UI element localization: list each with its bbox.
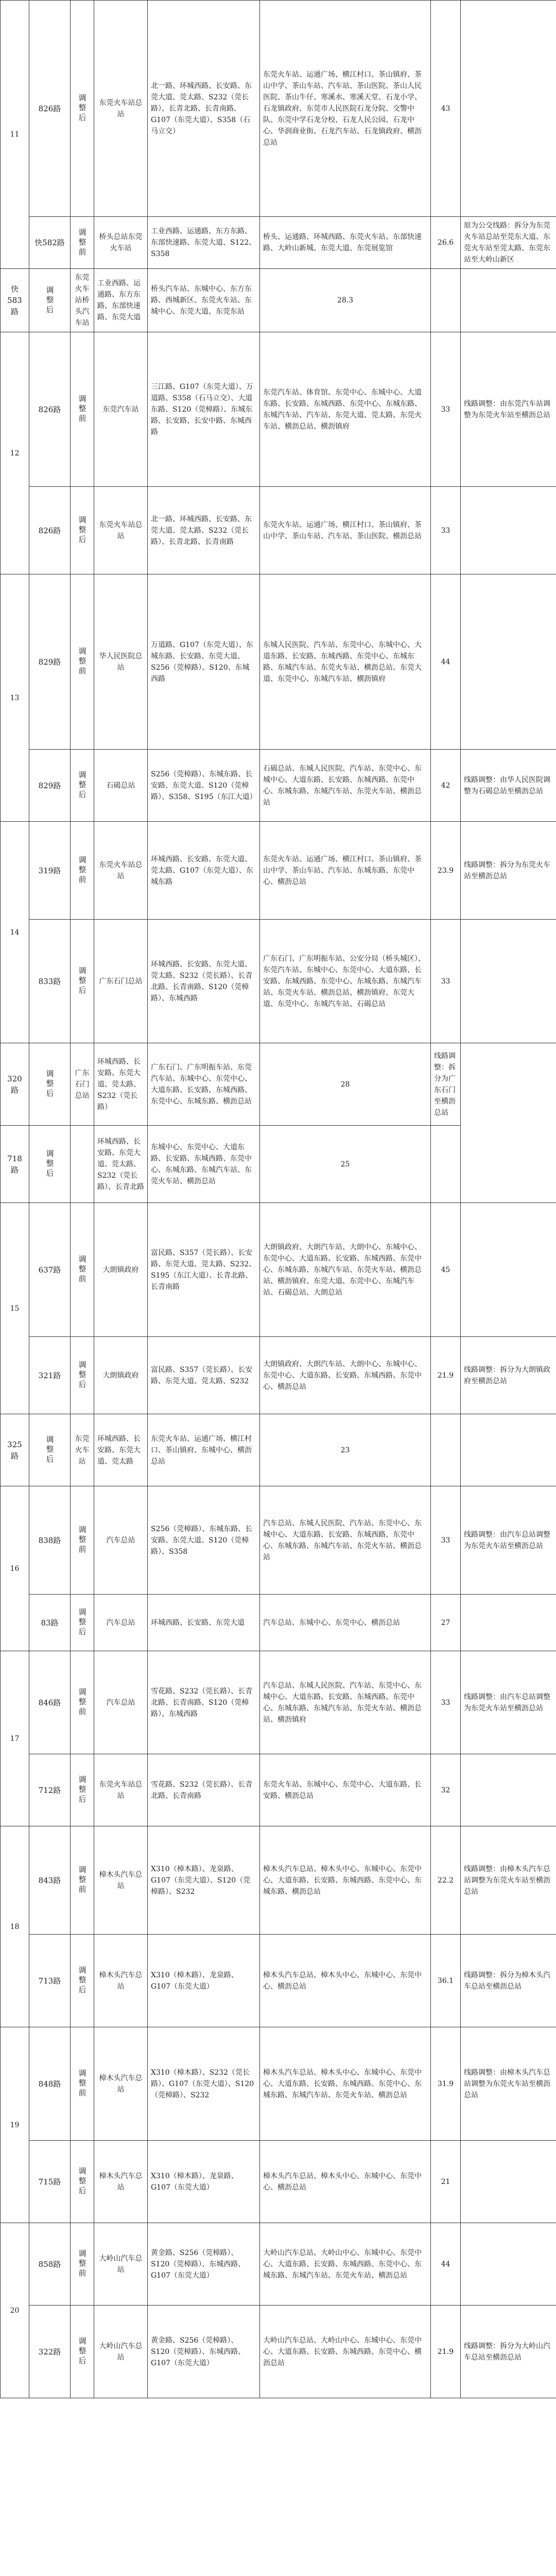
line-number-cell: 829路: [29, 574, 71, 750]
terminal-cell: 华人民医院总站: [94, 574, 148, 750]
route-roads-cell: 雪花路、S232（莞长路）、长青北路、长青南路、S120（莞樟路）、东城西路: [148, 1651, 260, 1754]
terminal-cell: 樟木头汽车总站: [94, 1935, 148, 2027]
adjust-type-cell: 调整前: [71, 822, 94, 920]
row-seq-cell: 15: [1, 1203, 29, 1414]
line-number-cell: 829路: [29, 750, 71, 822]
row-seq-cell: 13: [1, 574, 29, 822]
table-row: [1, 1826, 556, 1935]
stops-cell: 石碣总站、东城人民医院、汽车站、东莞中心、东城中心、大道东路、长安路、东城西路、东莞中心、东城东路、东城汽车站、东莞火车站、横沥总站: [260, 750, 431, 822]
table-body: [1, 1, 556, 2398]
remark-cell: 线路调整：拆分为大岭山汽车总站至横沥总站: [461, 2306, 556, 2398]
length-cell: 44: [431, 574, 461, 750]
terminal-cell: 东莞火车站桥头汽车站: [71, 269, 94, 332]
length-cell: 21.9: [431, 2306, 461, 2398]
table-row: [1, 920, 556, 1043]
table-row: [1, 1337, 556, 1414]
adjust-type-cell: 调整前: [71, 1203, 94, 1337]
terminal-cell: 东莞汽车站: [94, 332, 148, 487]
adjust-type-cell: 调整后: [71, 1595, 94, 1651]
adjust-type-cell: 调整后: [29, 1126, 71, 1203]
table-row: [1, 1, 556, 217]
line-number-cell: 快583路: [1, 269, 29, 332]
remark-cell: [431, 1126, 461, 1203]
line-number-cell: 826路: [29, 1, 71, 217]
adjust-type-cell: 调整后: [29, 1414, 71, 1486]
remark-cell: 线路调整：由樟木头汽车总站调整为东莞火车站至横沥总站: [461, 1826, 556, 1935]
route-roads-cell: 工业西路、运通路、东方东路、东部快速路、东莞大道、S122、S358: [148, 217, 260, 269]
length-cell: 33: [431, 1486, 461, 1595]
adjust-type-cell: 调整后: [71, 1754, 94, 1826]
terminal-cell: 广东石门总站: [71, 1043, 94, 1126]
route-roads-cell: X310（樟木路）、龙泉路、G107（东莞大道）: [148, 2141, 260, 2223]
adjust-type-cell: 调整后: [71, 1337, 94, 1414]
stops-cell: 汽车总站、东城中心、东莞中心、横沥总站: [260, 1595, 431, 1651]
remark-cell: 线路调整：由汽车总站调整为东莞火车站至横沥总站: [461, 1651, 556, 1754]
remark-cell: 线路调整：由樟木头汽车总站调整为东莞火车站至横沥总站: [461, 2027, 556, 2141]
line-number-cell: 826路: [29, 332, 71, 487]
remark-cell: [461, 1, 556, 217]
remark-cell: [431, 1414, 461, 1486]
route-roads-cell: 富民路、S357（莞长路）、长安路、东莞大道、莞太路、S232、S195（东江大道）、长青北路、长青南路: [148, 1203, 260, 1337]
row-seq-cell: 16: [1, 1486, 29, 1651]
terminal-cell: 大朗镇政府: [94, 1203, 148, 1337]
adjust-type-cell: 调整后: [71, 1935, 94, 2027]
terminal-cell: 东莞火车站: [71, 1414, 94, 1486]
stops-cell: 樟木头汽车总站、樟木头中心、东城中心、东莞中心、大道东路、长安路、东城西路、东莞中心、东城东路、横沥总站: [260, 1826, 431, 1935]
length-cell: 21: [431, 2141, 461, 2223]
line-number-cell: 快582路: [29, 217, 71, 269]
terminal-cell: [71, 1126, 94, 1203]
route-roads-cell: 环城西路、长安路、东莞大道、莞太路、S232（莞长路）、长青北路: [94, 1126, 148, 1203]
stops-cell: 大朗镇政府、大朗汽车站、大朗中心、东城中心、东莞中心、大道东路、长安路、东城西路、东莞中心、横沥总站: [260, 1337, 431, 1414]
table-row: [1, 269, 556, 332]
stops-cell: 东莞火车站、运通广场、横江村口、茶山镇府、茶山中学、茶山车站、汽车站、茶山医院、茶山人民医院、茶山牛仔、寒溪水、寒溪天堂、石龙小学、石龙镇政府、东莞市人民医院石龙分院、交警中队、东莞中学石龙分校、石龙人民公园、石龙中心、华润商业街、石龙汽车站、石龙镇政府、横沥总站: [260, 1, 431, 217]
stops-cell: 东莞火车站、运通广场、横江村口、茶山镇府、茶山中学、茶山车站、汽车站、茶山医院、横沥总站: [260, 487, 431, 574]
terminal-cell: 东莞火车站总站: [94, 487, 148, 574]
remark-cell: 线路调整：拆分为大朗镇政府至横沥总站: [461, 1337, 556, 1414]
table-row: [1, 1126, 556, 1203]
table-row: [1, 574, 556, 750]
length-cell: 44: [431, 2223, 461, 2306]
terminal-cell: 石碣总站: [94, 750, 148, 822]
route-roads-cell: 富民路、S357（莞长路）、长安路、东莞大道、莞太路、S232: [148, 1337, 260, 1414]
adjust-type-cell: 调整后: [71, 920, 94, 1043]
remark-cell: [461, 1595, 556, 1651]
remark-cell: [461, 2223, 556, 2306]
route-roads-cell: 北一路、环城西路、长安路、东莞大道、莞太路、S232（莞长路）、长青北路、长青南路、G107（东莞大道）、S358（石马立交）: [148, 1, 260, 217]
length-cell: 28: [260, 1043, 431, 1126]
line-number-cell: 322路: [29, 2306, 71, 2398]
line-number-cell: 320路: [1, 1043, 29, 1126]
terminal-cell: 东莞火车站总站: [94, 1754, 148, 1826]
row-seq-cell: 18: [1, 1826, 29, 2027]
terminal-cell: 东莞火车站总站: [94, 1, 148, 217]
remark-cell: 线路调整：拆分为东莞火车站至横沥总站: [461, 822, 556, 920]
adjust-type-cell: 调整前: [71, 1651, 94, 1754]
adjust-type-cell: 调整前: [71, 332, 94, 487]
table-row: [1, 822, 556, 920]
route-roads-cell: 环城西路、长安路、东莞大道、莞太路、S232（莞长路）、长青北路、长青南路、S120（莞樟路）、东城西路: [148, 920, 260, 1043]
line-number-cell: 712路: [29, 1754, 71, 1826]
table-row: [1, 487, 556, 574]
line-number-cell: 833路: [29, 920, 71, 1043]
adjust-type-cell: 调整后: [71, 1, 94, 217]
adjust-type-cell: 调整后: [71, 750, 94, 822]
table-row: [1, 2306, 556, 2398]
route-roads-cell: X310（樟木路）、龙泉路、G107（东莞大道）: [148, 1935, 260, 2027]
terminal-cell: 汽车总站: [94, 1651, 148, 1754]
stops-cell: 广东石门、广东明振车站、公安分局（桥头城区）、东莞汽车站、东城中心、东莞中心、大道东路、长安路、东城西路、东莞中心、东城东路、东城汽车站、东莞火车站、横沥总站、横沥镇府、东莞大道、东莞中心、东城汽车站、石碣总站: [260, 920, 431, 1043]
length-cell: 21.9: [431, 1337, 461, 1414]
terminal-cell: 大朗镇政府: [94, 1337, 148, 1414]
length-cell: 32: [431, 1754, 461, 1826]
adjust-type-cell: 调整前: [71, 217, 94, 269]
route-roads-cell: 环城西路、长安路、东莞大道、莞太路: [94, 1414, 148, 1486]
stops-cell: 桥头汽车站、东城中心、东方东路、西城新区、东莞火车站、东城中心、东莞大道、东莞东站: [148, 269, 260, 332]
table-row: [1, 2141, 556, 2223]
table-row: [1, 1486, 556, 1595]
line-number-cell: 319路: [29, 822, 71, 920]
remark-cell: 线路调整：由华人民医院调整为石碣总站至横沥总站: [461, 750, 556, 822]
row-seq-cell: 14: [1, 822, 29, 1043]
adjust-type-cell: 调整后: [71, 487, 94, 574]
length-cell: 43: [431, 1, 461, 217]
route-roads-cell: 环城西路、长安路、东莞大道、莞太路、G107（东莞大道）、东城东路: [148, 822, 260, 920]
line-number-cell: 321路: [29, 1337, 71, 1414]
table-row: [1, 1203, 556, 1337]
length-cell: 23.9: [431, 822, 461, 920]
route-roads-cell: S256（莞樟路）、东城东路、长安路、东莞大道、S120（莞樟路）、S358、S195（东江大道）: [148, 750, 260, 822]
adjust-type-cell: 调整前: [71, 1826, 94, 1935]
remark-cell: 线路调整：拆分为樟木头汽车总站至横沥总站: [461, 1935, 556, 2027]
table-row: [1, 1043, 556, 1126]
stops-cell: 东莞汽车站、体育馆、东莞中心、东城中心、大道东路、长安路、东城西路、东莞中心、东城东路、东城汽车站、汽车站、东莞大道、莞太路、东莞火车站、横沥总站、横沥镇府: [260, 332, 431, 487]
stops-cell: 汽车总站、东城人民医院、汽车站、东莞中心、东城中心、大道东路、长安路、东城西路、东莞中心、东城东路、东城汽车站、东莞火车站、横沥总站: [260, 1486, 431, 1595]
route-roads-cell: 雪花路、S232（莞长路）、长青北路、长青南路: [148, 1754, 260, 1826]
terminal-cell: 东莞火车站总站: [94, 822, 148, 920]
line-number-cell: 325路: [1, 1414, 29, 1486]
remark-cell: [461, 1203, 556, 1337]
stops-cell: 樟木头汽车总站、樟木头中心、东城中心、东莞中心、大道东路、长安路、东城西路、东莞中心、东城东路、东城汽车站、东莞火车站、横沥总站: [260, 2027, 431, 2141]
stops-cell: 东城中心、东莞中心、大道东路、长安路、东城西路、东莞中心、东城东路、东城汽车站、东莞火车站、横沥总站: [148, 1126, 260, 1203]
line-number-cell: 846路: [29, 1651, 71, 1754]
table-row: [1, 217, 556, 269]
length-cell: 27: [431, 1595, 461, 1651]
route-roads-cell: X310（樟木路）、S232（莞长路）、G107（东莞大道）、S120（莞樟路）、S232: [148, 2027, 260, 2141]
adjust-type-cell: 调整前: [71, 1486, 94, 1595]
line-number-cell: 718路: [1, 1126, 29, 1203]
length-cell: 25: [260, 1126, 431, 1203]
terminal-cell: 樟木头汽车总站: [94, 2141, 148, 2223]
row-seq-cell: 12: [1, 332, 29, 574]
remark-cell: 原为公交线路：拆分为东莞火车站总站至莞东大道、东莞火车站至莞太路、东莞东站至大岭山新区: [461, 217, 556, 269]
row-seq-cell: 11: [1, 1, 29, 269]
stops-cell: 桥头、运通路、环城西路、东莞火车站、东部快速路、大岭山新城、东莞大道、东莞展览馆: [260, 217, 431, 269]
remark-cell: 线路调整：由汽车总站调整为东莞火车站至横沥总站: [461, 1486, 556, 1595]
route-roads-cell: 环城西路、长安路、东莞大道、莞太路、S232（莞长路）: [94, 1043, 148, 1126]
remark-cell: 线路调整：由东莞汽车站调整为东莞火车站至横沥总站: [461, 332, 556, 487]
line-number-cell: 848路: [29, 2027, 71, 2141]
adjust-type-cell: 调整前: [71, 2223, 94, 2306]
route-roads-cell: 万道路、G107（东莞大道）、东城东路、长安路、东莞大道、S256（莞樟路）、S120、东城西路: [148, 574, 260, 750]
stops-cell: 大岭山汽车总站、大岭山中心、东城中心、东莞中心、大道东路、长安路、东城西路、东莞中心、东城东路、东城汽车站、东莞火车站、横沥总站: [260, 2223, 431, 2306]
stops-cell: 东莞火车站、运通广场、横江村口、茶山镇府、茶山中学、茶山车站、汽车站、东城东路、东莞中心、横沥总站: [260, 822, 431, 920]
length-cell: 33: [431, 487, 461, 574]
adjust-type-cell: 调整后: [71, 2306, 94, 2398]
line-number-cell: 713路: [29, 1935, 71, 2027]
length-cell: 33: [431, 1651, 461, 1754]
stops-cell: 樟木头汽车总站、樟木头中心、东城中心、东莞中心、横沥总站: [260, 2141, 431, 2223]
remark-cell: [431, 269, 461, 332]
route-roads-cell: 黄金路、S256（莞樟路）、S120（莞樟路）、东城西路、G107（东莞大道）: [148, 2223, 260, 2306]
stops-cell: 东城人民医院、汽车站、东莞中心、东城中心、大道东路、长安路、东城西路、东莞中心、东城东路、东城汽车站、东莞火车站、横沥总站、东莞大道、东莞中心、东城汽车站、横沥镇府: [260, 574, 431, 750]
adjust-type-cell: 调整后: [29, 269, 71, 332]
line-number-cell: 83路: [29, 1595, 71, 1651]
table-row: [1, 1754, 556, 1826]
length-cell: 26.6: [431, 217, 461, 269]
length-cell: 33: [431, 332, 461, 487]
remark-cell: 线路调整：拆分为广东石门至横沥总站: [431, 1043, 461, 1126]
stops-cell: 大岭山汽车总站、大岭山中心、东城中心、东莞中心、大道东路、长安路、东城西路、东莞中心、横沥总站: [260, 2306, 431, 2398]
terminal-cell: 汽车总站: [94, 1486, 148, 1595]
terminal-cell: 广东石门总站: [94, 920, 148, 1043]
length-cell: 33: [431, 920, 461, 1043]
table-row: [1, 1414, 556, 1486]
stops-cell: 汽车总站、东城人民医院、汽车站、东莞中心、东城中心、大道东路、长安路、东城西路、东莞中心、东城东路、东城汽车站、东莞火车站、横沥总站、横沥镇府: [260, 1651, 431, 1754]
line-number-cell: 838路: [29, 1486, 71, 1595]
stops-cell: 东莞火车站、东城中心、东莞中心、大道东路、长安路、横沥总站: [260, 1754, 431, 1826]
route-roads-cell: 北一路、环城西路、长安路、东莞大道、莞太路、S232（莞长路）、长青北路、长青南路: [148, 487, 260, 574]
length-cell: 22.2: [431, 1826, 461, 1935]
length-cell: 23: [260, 1414, 431, 1486]
table-row: [1, 2027, 556, 2141]
stops-cell: 东莞火车站、运通广场、横江村口、茶山镇府、东城中心、横沥总站: [148, 1414, 260, 1486]
stops-cell: 大朗镇政府、大朗汽车站、大朗中心、东城中心、东莞中心、大道东路、长安路、东城西路、东莞中心、东城东路、东城汽车站、东莞火车站、横沥总站、横沥镇府、东莞大道、东莞中心、东城汽车站、石碣总站、大朗总站: [260, 1203, 431, 1337]
remark-cell: [461, 2141, 556, 2223]
table-row: [1, 1651, 556, 1754]
row-seq-cell: 20: [1, 2223, 29, 2398]
stops-cell: 广东石门、广东明振车站、东莞汽车站、东城中心、东莞中心、大道东路、长安路、东城西路、东莞中心、东城东路、横沥总站: [148, 1043, 260, 1126]
remark-cell: [461, 920, 556, 1043]
route-roads-cell: 三江路、G107（东莞大道）、万道路、S358（石马立交）、大道东路、S120（莞樟路）、东城东路、长安路、长安中路、东城西路: [148, 332, 260, 487]
terminal-cell: 樟木头汽车总站: [94, 2027, 148, 2141]
route-roads-cell: 工业西路、运通路、东方东路、东部快速路、东莞大道: [94, 269, 148, 332]
adjust-type-cell: 调整前: [71, 574, 94, 750]
table-row: [1, 750, 556, 822]
row-seq-cell: 17: [1, 1651, 29, 1826]
route-roads-cell: S256（莞樟路）、东城东路、长安路、东莞大道、S120（莞樟路）、S358: [148, 1486, 260, 1595]
terminal-cell: 大岭山汽车总站: [94, 2306, 148, 2398]
table-row: [1, 1595, 556, 1651]
terminal-cell: 汽车总站: [94, 1595, 148, 1651]
adjust-type-cell: 调整后: [71, 2141, 94, 2223]
length-cell: 31.9: [431, 2027, 461, 2141]
length-cell: 28.3: [260, 269, 431, 332]
length-cell: 36.1: [431, 1935, 461, 2027]
line-number-cell: 715路: [29, 2141, 71, 2223]
line-number-cell: 843路: [29, 1826, 71, 1935]
remark-cell: [461, 574, 556, 750]
table-row: [1, 332, 556, 487]
terminal-cell: 樟木头汽车总站: [94, 1826, 148, 1935]
line-number-cell: 858路: [29, 2223, 71, 2306]
table-row: [1, 2223, 556, 2306]
terminal-cell: 桥头总站东莞火车站: [94, 217, 148, 269]
route-roads-cell: X310（樟木路）、龙泉路、G107（东莞大道）、S120（莞樟路）、S232: [148, 1826, 260, 1935]
remark-cell: [461, 487, 556, 574]
length-cell: 42: [431, 750, 461, 822]
route-roads-cell: 黄金路、S256（莞樟路）、S120（莞樟路）、东城西路、G107（东莞大道）: [148, 2306, 260, 2398]
stops-cell: 樟木头汽车总站、樟木头中心、东城中心、东莞中心、横沥总站: [260, 1935, 431, 2027]
line-number-cell: 637路: [29, 1203, 71, 1337]
terminal-cell: 大岭山汽车总站: [94, 2223, 148, 2306]
table-row: [1, 1935, 556, 2027]
remark-cell: [461, 1754, 556, 1826]
length-cell: 45: [431, 1203, 461, 1337]
row-seq-cell: 19: [1, 2027, 29, 2223]
adjust-type-cell: 调整后: [29, 1043, 71, 1126]
line-number-cell: 826路: [29, 487, 71, 574]
adjust-type-cell: 调整前: [71, 2027, 94, 2141]
route-roads-cell: 环城西路、长安路、东莞大道: [148, 1595, 260, 1651]
